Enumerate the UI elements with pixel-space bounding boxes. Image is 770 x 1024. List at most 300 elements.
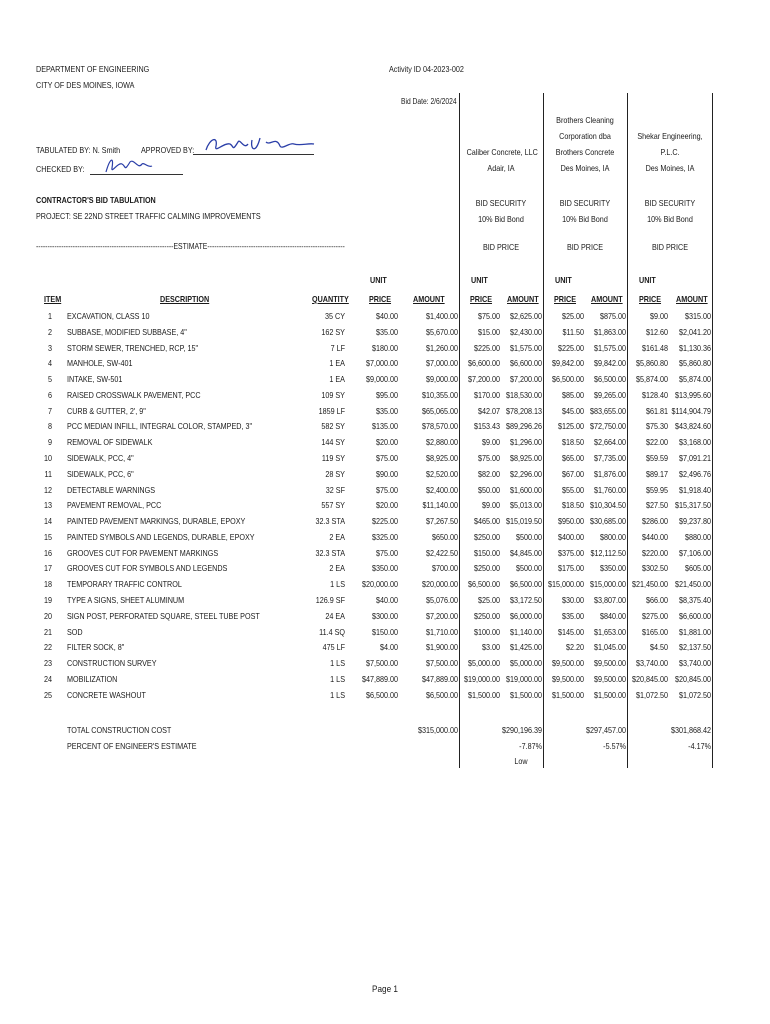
contractor-3-unit-price: $59.59 <box>645 453 668 464</box>
contractor-2-amount: $840.00 <box>599 610 626 621</box>
contractor-2-unit-price: $15,000.00 <box>547 579 584 590</box>
contractor-2-unit-price: $400.00 <box>557 531 584 542</box>
contractor-2-location: Des Moines, IA <box>560 163 610 173</box>
item-description: CONCRETE WASHOUT <box>67 689 146 700</box>
table-row <box>0 421 770 436</box>
contractor-2-percent: -5.57% <box>603 741 626 751</box>
contractor-2-amount: $72,750.00 <box>589 421 626 432</box>
estimate-unit-price: $4.00 <box>379 642 398 653</box>
contractor-1-amount: $8,925.00 <box>509 453 542 464</box>
contractor-1-amount: $500.00 <box>515 531 542 542</box>
contractor-1-unit-price: $3.00 <box>481 642 500 653</box>
item-quantity: 475 LF <box>322 642 345 653</box>
contractor-2-unit-price: $9,500.00 <box>551 673 584 684</box>
contractor-2-amount: $10,304.50 <box>589 500 626 511</box>
contractor-1-amount: $1,575.00 <box>509 342 542 353</box>
table-row <box>0 627 770 642</box>
contractor-1-unit-price: $5,000.00 <box>467 658 500 669</box>
contractor-3-amount: $8,375.40 <box>678 595 711 606</box>
contractor-3-amount: $2,137.50 <box>678 642 711 653</box>
contractor-2-amount: $1,876.00 <box>593 468 626 479</box>
contractor-2-unit-price: $1,500.00 <box>551 689 584 700</box>
activity-id: Activity ID 04-2023-002 <box>389 64 464 74</box>
col-est-amount: AMOUNT <box>413 294 445 304</box>
contractor-2-amount: $3,807.00 <box>593 595 626 606</box>
estimate-unit-price: $150.00 <box>371 626 398 637</box>
contractor-3-amount: $2,496.76 <box>678 468 711 479</box>
item-description: PAINTED PAVEMENT MARKINGS, DURABLE, EPOXY <box>67 516 246 527</box>
contractor-2-unit-price: $145.00 <box>557 626 584 637</box>
contractor-1-percent: -7.87% <box>519 741 542 751</box>
estimate-unit-price: $40.00 <box>375 595 398 606</box>
contractor-3-unit-price: $4.50 <box>649 642 668 653</box>
contractor-1-security <box>467 195 536 227</box>
contractor-3-unit-price: $302.50 <box>641 563 668 574</box>
table-row <box>0 406 770 421</box>
contractor-2-unit-price: $85.00 <box>561 389 584 400</box>
contractor-1-unit-price: $6,500.00 <box>467 579 500 590</box>
contractor-2-unit-price: $9,842.00 <box>551 358 584 369</box>
col-c3-price: PRICE <box>639 294 662 304</box>
contractor-1-unit-price: $75.00 <box>477 453 500 464</box>
contractor-1-bid-price-label: BID PRICE <box>482 242 520 252</box>
table-row <box>0 690 770 705</box>
estimate-amount: $7,200.00 <box>425 610 458 621</box>
item-description: GROOVES CUT FOR PAVEMENT MARKINGS <box>67 547 219 558</box>
estimate-amount: $6,500.00 <box>425 689 458 700</box>
contractor-3-header <box>635 128 706 176</box>
estimate-amount: $650.00 <box>431 531 458 542</box>
contractor-1-unit-price: $150.00 <box>473 547 500 558</box>
item-description: CONSTRUCTION SURVEY <box>67 658 157 669</box>
contractor-1-unit-price: $250.00 <box>473 610 500 621</box>
estimate-unit-price: $9,000.00 <box>365 374 398 385</box>
estimate-amount: $20,000.00 <box>421 579 458 590</box>
contractor-2-unit-price: $30.00 <box>561 595 584 606</box>
contractor-3-unit-price: $59.95 <box>645 484 668 495</box>
table-row <box>0 548 770 563</box>
contractor-3-unit-price: $61.81 <box>645 405 668 416</box>
contractor-1-amount: $2,296.00 <box>509 468 542 479</box>
bid-security-label: BID SECURITY <box>644 198 696 208</box>
contractor-3-unit-price: $1,072.50 <box>635 689 668 700</box>
contractor-2-unit-price: $6,500.00 <box>551 374 584 385</box>
checked-signature <box>102 154 154 176</box>
contractor-1-location: Adair, IA <box>487 163 515 173</box>
table-row <box>0 374 770 389</box>
estimate-amount: $1,260.00 <box>425 342 458 353</box>
item-quantity: 28 SY <box>325 468 345 479</box>
item-description: REMOVAL OF SIDEWALK <box>67 437 153 448</box>
contractor-3-unit-price: $165.00 <box>641 626 668 637</box>
estimate-amount: $700.00 <box>431 563 458 574</box>
contractor-3-unit-price: $12.60 <box>645 326 668 337</box>
contractor-1-amount: $5,000.00 <box>509 658 542 669</box>
contractor-1-amount: $6,000.00 <box>509 610 542 621</box>
estimate-amount: $1,710.00 <box>425 626 458 637</box>
item-quantity: 32 SF <box>325 484 345 495</box>
contractor-2-unit-price: $25.00 <box>561 311 584 321</box>
contractor-2-amount: $30,685.00 <box>589 516 626 527</box>
estimate-unit-price: $90.00 <box>375 468 398 479</box>
col-c1-price: PRICE <box>470 294 493 304</box>
estimate-unit-price: $95.00 <box>375 389 398 400</box>
contractor-2-name-line2: Corporation dba <box>559 131 611 141</box>
bid-security-label: BID SECURITY <box>475 198 527 208</box>
col-c2-price: PRICE <box>554 294 577 304</box>
contractor-1-unit-price: $9.00 <box>481 437 500 448</box>
total-label: TOTAL CONSTRUCTION COST <box>67 725 172 735</box>
bid-bond-label: 10% Bid Bond <box>647 214 693 224</box>
col-quantity: QUANTITY <box>312 294 349 304</box>
contractor-2-header <box>551 112 620 176</box>
estimate-unit-price: $300.00 <box>371 610 398 621</box>
table-row <box>0 595 770 610</box>
item-description: MANHOLE, SW-401 <box>67 358 133 369</box>
item-description: SUBBASE, MODIFIED SUBBASE, 4" <box>67 326 187 337</box>
estimate-total: $315,000.00 <box>417 725 458 735</box>
contractor-2-total: $297,457.00 <box>585 725 626 735</box>
contractor-2-unit-price: $18.50 <box>561 500 584 511</box>
table-row <box>0 327 770 342</box>
contractor-2-amount: $6,500.00 <box>593 374 626 385</box>
contractor-1-unit-price: $225.00 <box>473 342 500 353</box>
contractor-3-unit-price: $20,845.00 <box>631 673 668 684</box>
contractor-1-amount: $6,600.00 <box>509 358 542 369</box>
contractor-3-amount: $3,740.00 <box>678 658 711 669</box>
item-number: 17 <box>43 563 52 574</box>
contractor-2-amount: $9,265.00 <box>593 389 626 400</box>
item-description: PAVEMENT REMOVAL, PCC <box>67 500 162 511</box>
table-row <box>0 611 770 626</box>
contractor-3-amount: $9,237.80 <box>678 516 711 527</box>
col-est-price: PRICE <box>369 294 392 304</box>
col-description: DESCRIPTION <box>160 294 210 304</box>
item-number: 5 <box>47 374 52 385</box>
item-description: RAISED CROSSWALK PAVEMENT, PCC <box>67 389 201 400</box>
contractor-2-amount: $15,000.00 <box>589 579 626 590</box>
contractor-3-unit-price: $440.00 <box>641 531 668 542</box>
contractor-2-amount: $1,760.00 <box>593 484 626 495</box>
contractor-2-amount: $9,500.00 <box>593 658 626 669</box>
contractor-3-amount: $3,168.00 <box>678 437 711 448</box>
project-name: PROJECT: SE 22ND STREET TRAFFIC CALMING IMPROVEMENTS <box>36 211 261 221</box>
contractor-1-unit-price: $75.00 <box>477 311 500 321</box>
estimate-amount: $7,267.50 <box>425 516 458 527</box>
item-number: 25 <box>43 689 52 700</box>
estimate-unit-price: $75.00 <box>375 453 398 464</box>
contractor-1-amount: $2,430.00 <box>509 326 542 337</box>
unit-label-est: UNIT <box>370 275 387 285</box>
contractor-2-name-line1: Brothers Cleaning <box>556 115 614 125</box>
item-quantity: 11.4 SQ <box>319 626 345 637</box>
item-quantity: 1 LS <box>330 689 345 700</box>
contractor-3-unit-price: $66.00 <box>645 595 668 606</box>
contractor-2-unit-price: $67.00 <box>561 468 584 479</box>
item-description: GROOVES CUT FOR SYMBOLS AND LEGENDS <box>67 563 228 574</box>
contractor-3-amount: $20,845.00 <box>674 673 711 684</box>
item-description: FILTER SOCK, 8" <box>67 642 125 653</box>
table-row <box>0 532 770 547</box>
tabulated-by: TABULATED BY: N. Smith <box>36 145 121 155</box>
estimate-unit-price: $75.00 <box>375 547 398 558</box>
contractor-2-amount: $9,500.00 <box>593 673 626 684</box>
estimate-unit-price: $47,889.00 <box>361 673 398 684</box>
contractor-1-unit-price: $250.00 <box>473 563 500 574</box>
item-number: 9 <box>47 437 52 448</box>
col-c3-amount: AMOUNT <box>676 294 708 304</box>
contractor-1-amount: $15,019.50 <box>505 516 542 527</box>
department-name: DEPARTMENT OF ENGINEERING <box>36 64 150 74</box>
item-quantity: 1 LS <box>330 658 345 669</box>
col-c1-amount: AMOUNT <box>507 294 539 304</box>
estimate-amount: $47,889.00 <box>421 673 458 684</box>
estimate-unit-price: $6,500.00 <box>365 689 398 700</box>
unit-label-c2: UNIT <box>555 275 572 285</box>
percent-label: PERCENT OF ENGINEER'S ESTIMATE <box>67 741 197 751</box>
item-description: SIGN POST, PERFORATED SQUARE, STEEL TUBE POST <box>67 610 260 621</box>
contractor-2-unit-price: $55.00 <box>561 484 584 495</box>
estimate-banner: ------------------------------------------------------------ESTIMATE------------------------------------------------------------ <box>36 242 345 251</box>
contractor-2-unit-price: $175.00 <box>557 563 584 574</box>
contractor-2-unit-price: $65.00 <box>561 453 584 464</box>
item-number: 14 <box>43 516 52 527</box>
table-row <box>0 453 770 468</box>
contractor-3-unit-price: $275.00 <box>641 610 668 621</box>
item-quantity: 109 SY <box>321 389 345 400</box>
contractor-3-amount: $880.00 <box>684 531 711 542</box>
contractor-1-unit-price: $15.00 <box>477 326 500 337</box>
item-quantity: 7 LF <box>330 342 345 353</box>
estimate-amount: $5,076.00 <box>425 595 458 606</box>
table-row <box>0 658 770 673</box>
contractor-3-amount: $1,881.00 <box>678 626 711 637</box>
bid-bond-label: 10% Bid Bond <box>478 214 524 224</box>
contractor-1-unit-price: $1,500.00 <box>467 689 500 700</box>
contractor-2-unit-price: $9,500.00 <box>551 658 584 669</box>
contractor-3-amount: $1,072.50 <box>678 689 711 700</box>
low-bid-badge: Low <box>514 756 528 766</box>
contractor-3-amount: $605.00 <box>684 563 711 574</box>
contractor-3-unit-price: $3,740.00 <box>635 658 668 669</box>
item-number: 18 <box>43 579 52 590</box>
contractor-3-amount: $7,106.00 <box>678 547 711 558</box>
contractor-1-unit-price: $42.07 <box>477 405 500 416</box>
col-item: ITEM <box>44 294 62 304</box>
item-quantity: 1 EA <box>329 358 345 369</box>
item-number: 15 <box>43 531 52 542</box>
contractor-2-amount: $7,735.00 <box>593 453 626 464</box>
contractor-3-amount: $5,874.00 <box>678 374 711 385</box>
estimate-amount: $2,520.00 <box>425 468 458 479</box>
table-row <box>0 579 770 594</box>
item-description: PAINTED SYMBOLS AND LEGENDS, DURABLE, EPOXY <box>67 531 255 542</box>
contractor-1-amount: $3,172.50 <box>509 595 542 606</box>
item-quantity: 144 SY <box>321 437 345 448</box>
unit-label-c3: UNIT <box>639 275 656 285</box>
estimate-amount: $9,000.00 <box>425 374 458 385</box>
item-description: TEMPORARY TRAFFIC CONTROL <box>67 579 182 590</box>
contractor-2-security <box>551 195 620 227</box>
bid-tab-title: CONTRACTOR'S BID TABULATION <box>36 195 156 205</box>
contractor-2-amount: $12,112.50 <box>590 547 626 558</box>
unit-label-c1: UNIT <box>471 275 488 285</box>
contractor-3-amount: $21,450.00 <box>674 579 711 590</box>
item-number: 1 <box>47 311 52 321</box>
contractor-2-unit-price: $950.00 <box>557 516 584 527</box>
table-row <box>0 437 770 452</box>
estimate-unit-price: $7,000.00 <box>365 358 398 369</box>
contractor-3-amount: $2,041.20 <box>678 326 711 337</box>
contractor-3-amount: $315.00 <box>684 311 711 321</box>
item-number: 4 <box>47 358 52 369</box>
approved-signature <box>196 132 316 158</box>
contractor-1-amount: $18,530.00 <box>505 389 542 400</box>
contractor-1-unit-price: $6,600.00 <box>467 358 500 369</box>
table-row <box>0 516 770 531</box>
estimate-unit-price: $350.00 <box>371 563 398 574</box>
item-quantity: 2 EA <box>329 531 345 542</box>
contractor-3-unit-price: $27.50 <box>645 500 668 511</box>
contractor-1-unit-price: $9.00 <box>481 500 500 511</box>
estimate-amount: $2,422.50 <box>425 547 458 558</box>
contractor-1-unit-price: $82.00 <box>477 468 500 479</box>
item-number: 13 <box>43 500 52 511</box>
contractor-3-amount: $15,317.50 <box>674 500 711 511</box>
contractor-2-amount: $1,500.00 <box>593 689 626 700</box>
item-description: SOD <box>67 626 83 637</box>
estimate-unit-price: $325.00 <box>371 531 398 542</box>
contractor-3-total: $301,868.42 <box>670 725 711 735</box>
contractor-1-unit-price: $170.00 <box>473 389 500 400</box>
item-description: MOBILIZATION <box>67 673 118 684</box>
contractor-2-unit-price: $2.20 <box>565 642 584 653</box>
contractor-2-unit-price: $375.00 <box>557 547 584 558</box>
contractor-1-amount: $1,140.00 <box>509 626 542 637</box>
contractor-2-unit-price: $11.50 <box>562 326 584 337</box>
contractor-3-unit-price: $75.30 <box>645 421 668 432</box>
contractor-1-header <box>467 144 536 176</box>
item-quantity: 1 LS <box>330 579 345 590</box>
estimate-unit-price: $35.00 <box>375 326 398 337</box>
contractor-1-unit-price: $153.43 <box>473 421 500 432</box>
contractor-3-amount: $7,091.21 <box>678 453 711 464</box>
contractor-1-unit-price: $7,200.00 <box>467 374 500 385</box>
estimate-unit-price: $135.00 <box>371 421 398 432</box>
contractor-3-unit-price: $9.00 <box>649 311 668 321</box>
item-number: 3 <box>47 342 52 353</box>
contractor-3-unit-price: $5,860.80 <box>635 358 668 369</box>
contractor-1-amount: $500.00 <box>515 563 542 574</box>
item-number: 19 <box>43 595 52 606</box>
contractor-3-unit-price: $21,450.00 <box>631 579 668 590</box>
contractor-1-amount: $1,425.00 <box>509 642 542 653</box>
contractor-1-unit-price: $50.00 <box>477 484 500 495</box>
contractor-2-amount: $1,653.00 <box>593 626 626 637</box>
estimate-amount: $7,000.00 <box>425 358 458 369</box>
table-row <box>0 469 770 484</box>
item-number: 10 <box>43 453 52 464</box>
contractor-2-amount: $2,664.00 <box>593 437 626 448</box>
checked-by-label: CHECKED BY: <box>36 164 85 174</box>
contractor-3-unit-price: $89.17 <box>645 468 668 479</box>
item-number: 6 <box>47 389 52 400</box>
contractor-1-unit-price: $250.00 <box>473 531 500 542</box>
contractor-2-amount: $1,045.00 <box>593 642 626 653</box>
contractor-3-amount: $1,130.36 <box>678 342 711 353</box>
estimate-amount: $11,140.00 <box>422 500 458 511</box>
item-quantity: 1 LS <box>330 673 345 684</box>
contractor-2-amount: $800.00 <box>599 531 626 542</box>
contractor-3-name-line1: Shekar Engineering, <box>637 131 703 141</box>
item-description: DETECTABLE WARNINGS <box>67 484 156 495</box>
contractor-2-unit-price: $125.00 <box>557 421 584 432</box>
item-quantity: 557 SY <box>321 500 345 511</box>
item-quantity: 1859 LF <box>318 405 345 416</box>
estimate-unit-price: $40.00 <box>375 311 398 321</box>
estimate-unit-price: $180.00 <box>371 342 398 353</box>
item-number: 7 <box>47 405 52 416</box>
item-number: 2 <box>47 326 52 337</box>
item-quantity: 35 CY <box>324 311 345 321</box>
contractor-2-unit-price: $45.00 <box>561 405 584 416</box>
contractor-3-unit-price: $286.00 <box>641 516 668 527</box>
estimate-amount: $7,500.00 <box>425 658 458 669</box>
item-description: EXCAVATION, CLASS 10 <box>67 311 150 321</box>
item-description: STORM SEWER, TRENCHED, RCP, 15" <box>67 342 199 353</box>
contractor-2-unit-price: $225.00 <box>557 342 584 353</box>
estimate-amount: $2,880.00 <box>425 437 458 448</box>
item-description: CURB & GUTTER, 2', 9" <box>67 405 146 416</box>
contractor-2-unit-price: $18.50 <box>561 437 584 448</box>
estimate-amount: $8,925.00 <box>425 453 458 464</box>
contractor-2-amount: $350.00 <box>599 563 626 574</box>
contractor-3-amount: $43,824.60 <box>674 421 711 432</box>
contractor-1-unit-price: $465.00 <box>473 516 500 527</box>
item-number: 21 <box>43 626 52 637</box>
table-row <box>0 311 770 326</box>
contractor-3-unit-price: $22.00 <box>645 437 668 448</box>
contractor-1-amount: $7,200.00 <box>509 374 542 385</box>
contractor-1-amount: $5,013.00 <box>509 500 542 511</box>
contractor-1-amount: $78,208.13 <box>505 405 542 416</box>
estimate-unit-price: $75.00 <box>375 484 398 495</box>
col-c2-amount: AMOUNT <box>591 294 623 304</box>
item-quantity: 24 EA <box>325 610 345 621</box>
contractor-3-amount: $1,918.40 <box>678 484 711 495</box>
item-quantity: 32.3 STA <box>315 547 345 558</box>
item-quantity: 1 EA <box>329 374 345 385</box>
contractor-1-name: Caliber Concrete, LLC <box>466 147 538 157</box>
table-row <box>0 674 770 689</box>
item-number: 23 <box>43 658 52 669</box>
estimate-amount: $1,900.00 <box>425 642 458 653</box>
contractor-1-amount: $19,000.00 <box>505 673 542 684</box>
item-number: 8 <box>47 421 52 432</box>
contractor-1-total: $290,196.39 <box>501 725 542 735</box>
contractor-2-unit-price: $35.00 <box>561 610 584 621</box>
city-name: CITY OF DES MOINES, IOWA <box>36 80 135 90</box>
table-row <box>0 485 770 500</box>
contractor-2-amount: $9,842.00 <box>593 358 626 369</box>
item-number: 22 <box>43 642 52 653</box>
contractor-2-amount: $875.00 <box>599 311 626 321</box>
contractor-3-unit-price: $5,874.00 <box>635 374 668 385</box>
item-quantity: 126.9 SF <box>315 595 345 606</box>
estimate-amount: $65,065.00 <box>421 405 458 416</box>
item-number: 16 <box>43 547 52 558</box>
item-number: 20 <box>43 610 52 621</box>
